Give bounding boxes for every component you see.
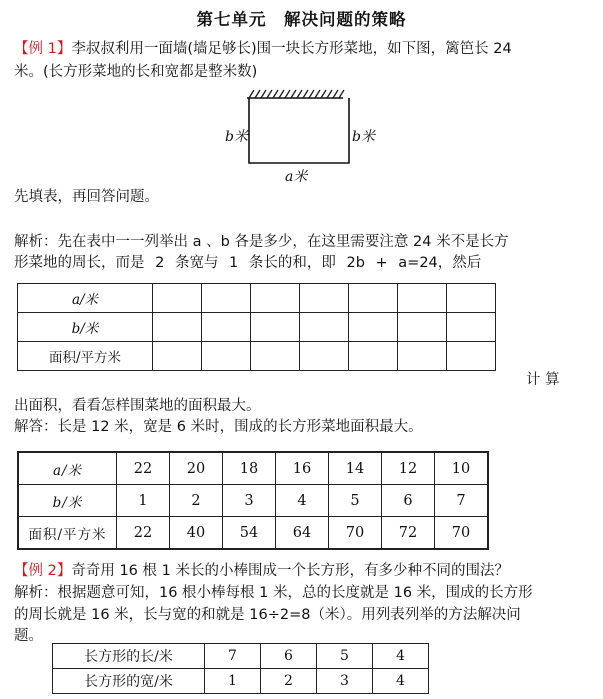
table-cell: 16 <box>276 452 329 485</box>
row-header: 面积/平方米 <box>18 517 117 550</box>
blank-cell <box>153 284 202 313</box>
table-cell: 72 <box>382 517 435 550</box>
blank-cell <box>153 313 202 342</box>
blank-cell <box>398 342 447 371</box>
row-header: 长方形的宽/米 <box>53 669 205 694</box>
table-row <box>18 485 488 517</box>
table-row <box>53 669 429 694</box>
table-cell: 3 <box>317 669 373 694</box>
example-1-text-1: 李叔叔利用一面墙(墙足够长)围一块长方形菜地，如下图，篱笆长 24 <box>71 41 512 57</box>
blank-cell <box>251 284 300 313</box>
blank-cell <box>349 284 398 313</box>
row-header: a/米 <box>18 284 153 313</box>
table-cell: 4 <box>373 669 429 694</box>
filled-table <box>17 451 489 550</box>
blank-cell <box>349 342 398 371</box>
example-1-answer: 解答：长是 12 米，宽是 6 米时，围成的长方形菜地面积最大。 <box>14 419 423 435</box>
blank-cell <box>300 284 349 313</box>
table-cell: 18 <box>223 452 276 485</box>
example-1-prompt: 先填表，再回答问题。 <box>14 189 159 205</box>
page-title: 第七单元 解决问题的策略 <box>196 10 407 29</box>
table-cell: 1 <box>117 485 170 517</box>
table-cell: 10 <box>435 452 489 485</box>
table-row <box>18 284 496 313</box>
table-cell: 3 <box>223 485 276 517</box>
example-2-line-3: 的周长就是 16 米，长与宽的和就是 16÷2=8（米）。用列表列举的方法解决问 <box>14 607 521 623</box>
table-cell: 14 <box>329 452 382 485</box>
example-2-line-2: 解析：根据题意可知，16 根小棒每根 1 米，总的长度就是 16 米，围成的长方形 <box>14 585 533 601</box>
blank-cell <box>251 342 300 371</box>
blank-cell <box>153 342 202 371</box>
table-row <box>53 644 429 669</box>
diagram-label-left: b米 <box>225 129 248 145</box>
table-cell: 22 <box>117 517 170 550</box>
example-2-tag: 【例 2】 <box>14 563 72 579</box>
blank-cell <box>202 284 251 313</box>
table-cell: 7 <box>205 644 261 669</box>
row-header: b/米 <box>18 485 117 517</box>
row-header: b/米 <box>18 313 153 342</box>
empty-table <box>17 283 496 371</box>
table-cell: 4 <box>373 644 429 669</box>
example-1-line-1 <box>14 37 512 58</box>
table-cell: 54 <box>223 517 276 550</box>
example-1-line-2: 米。(长方形菜地的长和宽都是整米数) <box>14 64 258 80</box>
example-1-tag: 【例 1】 <box>14 41 72 57</box>
table-cell: 5 <box>329 485 382 517</box>
fence-outline <box>249 98 349 163</box>
blank-cell <box>398 313 447 342</box>
blank-cell <box>447 284 496 313</box>
table-cell: 5 <box>317 644 373 669</box>
row-header: 面积/平方米 <box>18 342 153 371</box>
table-row <box>18 452 488 485</box>
example-1-analysis-4: 出面积，看看怎样围菜地的面积最大。 <box>14 398 261 414</box>
blank-cell <box>300 313 349 342</box>
blank-cell <box>447 313 496 342</box>
example-1-analysis-3: 计 算 <box>526 372 560 388</box>
diagram-label-bottom: a米 <box>285 169 308 185</box>
wall-hatching <box>247 90 344 98</box>
example-2-line-4: 题。 <box>14 628 43 644</box>
example-2-line-1 <box>14 559 509 580</box>
blank-cell <box>300 342 349 371</box>
example-2-text-1: 奇奇用 16 根 1 米长的小棒围成一个长方形，有多少种不同的围法？ <box>71 563 509 579</box>
table-row <box>18 342 496 371</box>
table-cell: 64 <box>276 517 329 550</box>
table-cell: 2 <box>170 485 223 517</box>
blank-cell <box>447 342 496 371</box>
table-cell: 4 <box>276 485 329 517</box>
table-row <box>18 313 496 342</box>
blank-cell <box>202 313 251 342</box>
table-cell: 40 <box>170 517 223 550</box>
blank-cell <box>398 284 447 313</box>
table-cell: 22 <box>117 452 170 485</box>
blank-cell <box>349 313 398 342</box>
table-cell: 70 <box>329 517 382 550</box>
example-1-analysis-1: 解析：先在表中一一列举出 a 、b 各是多少，在这里需要注意 24 米不是长方 <box>14 234 509 250</box>
blank-cell <box>251 313 300 342</box>
table-cell: 6 <box>261 644 317 669</box>
table-cell: 1 <box>205 669 261 694</box>
example-1-analysis-2: 形菜地的周长，而是 2 条宽与 1 条长的和，即 2b + a=24，然后 <box>14 255 482 271</box>
blank-cell <box>202 342 251 371</box>
table-cell: 6 <box>382 485 435 517</box>
table-row <box>18 517 488 550</box>
rectangle-table <box>52 643 429 694</box>
row-header: a/米 <box>18 452 117 485</box>
table-cell: 70 <box>435 517 489 550</box>
diagram-label-right: b米 <box>352 129 375 145</box>
table-cell: 12 <box>382 452 435 485</box>
row-header: 长方形的长/米 <box>53 644 205 669</box>
table-cell: 2 <box>261 669 317 694</box>
table-cell: 7 <box>435 485 489 517</box>
table-cell: 20 <box>170 452 223 485</box>
